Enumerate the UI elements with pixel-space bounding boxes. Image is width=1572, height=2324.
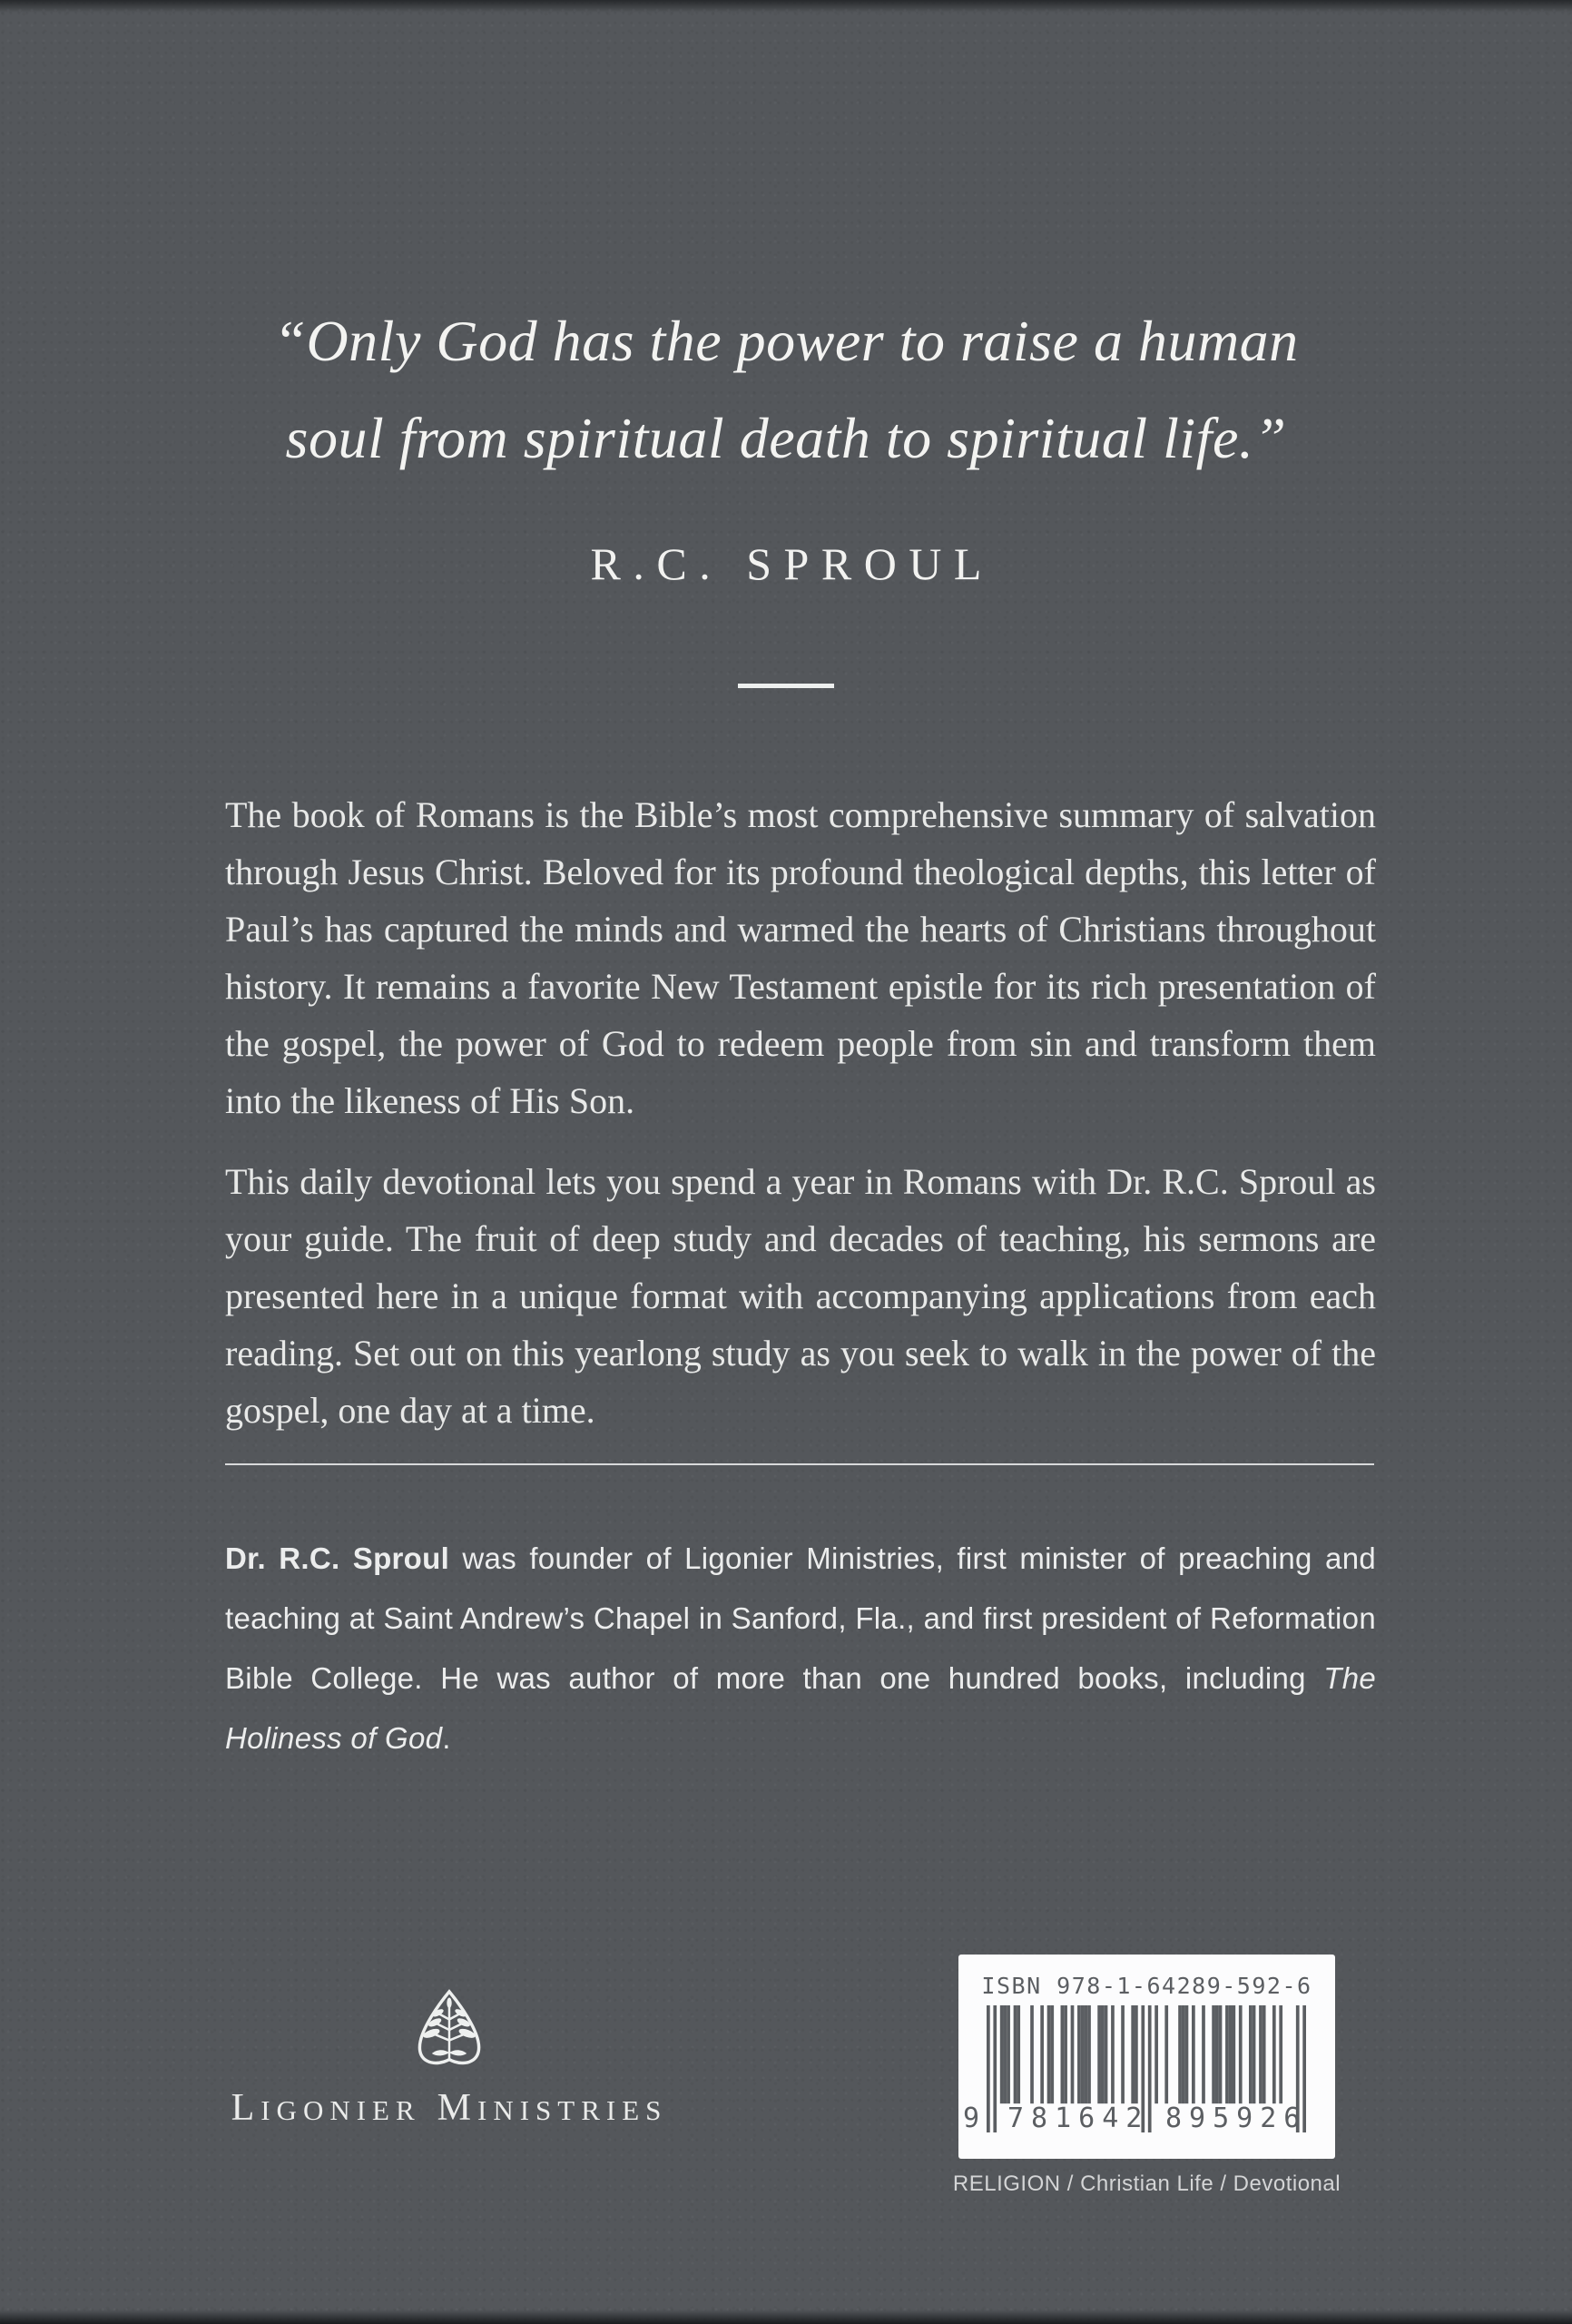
quote-author: R.C. SPROUL (590, 538, 994, 589)
quote-line-2: soul from spiritual death to spiritual life.” (285, 406, 1287, 470)
isbn-label: ISBN 978-1-64289-592-6 (981, 1973, 1312, 1999)
author-bio-text: was founder of Ligonier Ministries, first minister of preaching and teaching at Saint Andrew’s Chapel in Sanford, Fla., and first president of Reformation Bible College. He was author of more than one hundred books, including (225, 1541, 1376, 1695)
author-bio-book-title: The Holiness of God (225, 1661, 1376, 1755)
description-paragraph-1: The book of Romans is the Bible’s most comprehensive summary of salvation through Jesus Christ. Beloved for its profound theological depths, this letter of Paul’s has captured the minds and warmed the hearts of Christians throughout history. It remains a favorite New Testament epistle for its rich presentation of the gospel, the power of God to redeem people from sin and transform them into the likeness of His Son. (225, 794, 1376, 1121)
author-bio-name: Dr. R.C. Sproul (225, 1541, 450, 1575)
author-bio (225, 1529, 1376, 1768)
category-label: RELIGION / Christian Life / Devotional (952, 2171, 1341, 2196)
page-edge-shadow-top (0, 0, 1572, 13)
quote-text (0, 292, 1572, 487)
ean-digits-row (958, 2102, 1335, 2141)
publisher-block (195, 1988, 703, 2130)
description-paragraph-2: This daily devotional lets you spend a year in Romans with Dr. R.C. Sproul as your guide. The fruit of deep study and decades of teaching, his sermons are presented here in a unique format with accompanying applications from each reading. Set out on this yearlong study as you seek to walk in the power of the gospel, one day at a time. (225, 1161, 1376, 1431)
ean-digits-right: 895926 (1165, 2102, 1308, 2134)
barcode-panel (958, 1955, 1335, 2159)
ean-digits-left: 781642 (1007, 2102, 1150, 2134)
author-bio-text-end: . (442, 1721, 451, 1755)
quote-line-1: “Only God has the power to raise a human (273, 309, 1299, 373)
page-edge-shadow-bottom (0, 2309, 1572, 2324)
tree-in-shield-icon (406, 1988, 493, 2073)
short-divider (738, 684, 834, 688)
publisher-name: LIGONIER MINISTRIES (231, 2087, 668, 2129)
ean-digit-lead: 9 (962, 2102, 980, 2134)
divider-rule (225, 1463, 1374, 1465)
